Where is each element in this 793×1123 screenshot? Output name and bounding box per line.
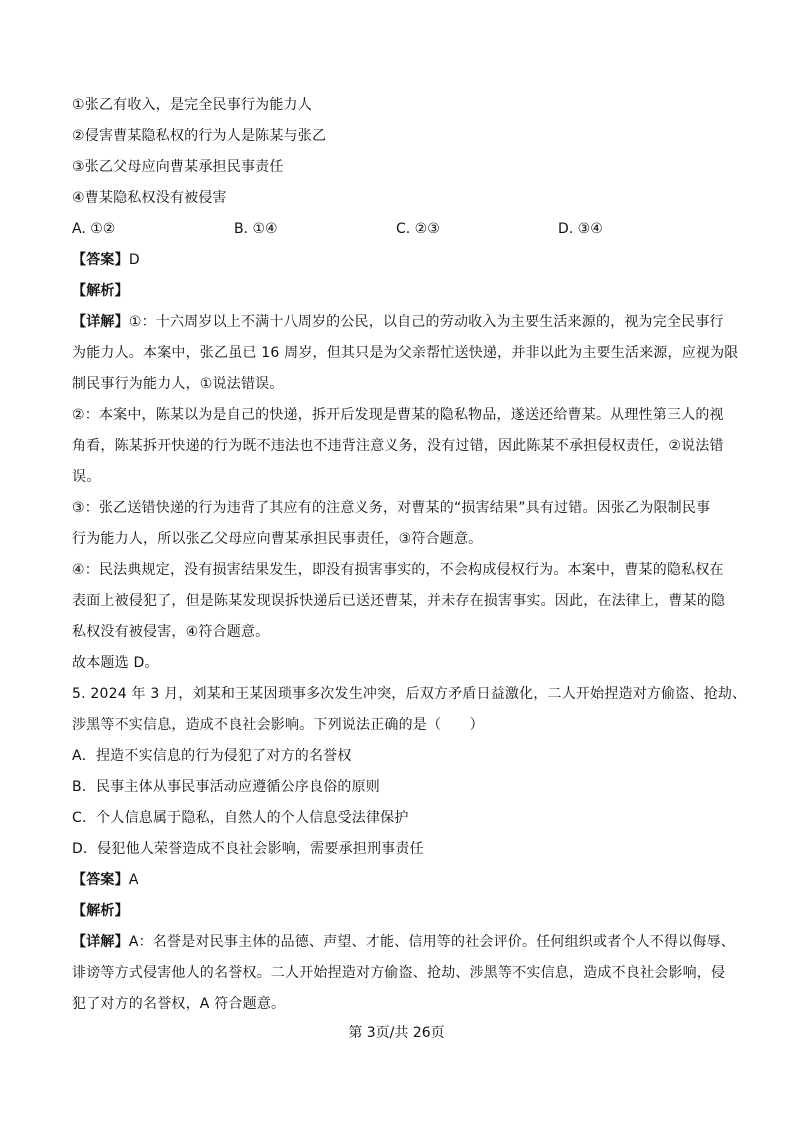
q5-detail-line-1	[72, 932, 735, 952]
q5-stem-line-1: 5. 2024 年 3 月，刘某和王某因琐事多次发生冲突，后双方矛盾日益激化，二人开始捏造对方偷盗、抢劫、	[72, 686, 747, 702]
detail-tag: 【详解】	[72, 934, 129, 950]
q5-detail-line-3: 犯了对方的名誉权，A 符合题意。	[72, 996, 286, 1012]
answer-tag: 【答案】	[72, 252, 129, 268]
q4-detail-line-10: 表面上被侵犯了，但是陈某发现误拆快递后已送还曹某，并未存在损害事实。因此，在法律上，曹某的隐	[72, 593, 726, 609]
q4-option-d: D. ③④	[558, 221, 603, 237]
answer-tag: 【答案】	[72, 872, 129, 888]
detail-text: ①：十六周岁以上不满十八周岁的公民，以自己的劳动收入为主要生活来源的，视为完全民事行	[128, 314, 724, 330]
q4-option-a: A. ①②	[72, 221, 116, 237]
q4-detail-line-5: 角看，陈某拆开快递的行为既不违法也不违背注意义务，没有过错，因此陈某不承担侵权责任，②说法错	[72, 438, 724, 454]
q5-analysis-tag: 【解析】	[72, 903, 129, 919]
q4-statement-3: ③张乙父母应向曹某承担民事责任	[72, 159, 284, 175]
q4-detail-line-4: ②：本案中，陈某以为是自己的快递，拆开后发现是曹某的隐私物品，遂送还给曹某。从理性第三人的视	[72, 407, 724, 423]
q4-detail-line-7: ③：张乙送错快递的行为违背了其应有的注意义务，对曹某的“损害结果”具有过错。因张乙为限制民事	[72, 500, 711, 516]
detail-tag: 【详解】	[72, 314, 129, 330]
q5-option-b: B．民事主体从事民事活动应遵循公序良俗的原则	[72, 779, 381, 795]
q4-statement-2: ②侵害曹某隐私权的行为人是陈某与张乙	[72, 128, 327, 144]
q4-conclusion: 故本题选 D。	[72, 655, 159, 671]
answer-value: D	[128, 252, 140, 268]
q5-option-c: C．个人信息属于隐私，自然人的个人信息受法律保护	[72, 810, 409, 826]
q5-detail-line-2: 诽谤等方式侵害他人的名誉权。二人开始捏造对方偷盗、抢劫、涉黑等不实信息，造成不良社会影响，侵	[72, 965, 726, 981]
q4-statement-1: ①张乙有收入，是完全民事行为能力人	[72, 97, 312, 113]
q5-option-d: D．侵犯他人荣誉造成不良社会影响，需要承担刑事责任	[72, 841, 424, 857]
q4-statement-4: ④曹某隐私权没有被侵害	[72, 190, 227, 206]
q4-detail-line-11: 私权没有被侵害，④符合题意。	[72, 624, 270, 640]
q4-detail-line-9: ④：民法典规定，没有损害结果发生，即没有损害事实的，不会构成侵权行为。本案中，曹某的隐私权在	[72, 562, 724, 578]
q4-analysis-tag: 【解析】	[72, 283, 129, 299]
detail-text: A：名誉是对民事主体的品德、声望、才能、信用等的社会评价。任何组织或者个人不得以侮辱、	[128, 934, 735, 950]
page-footer: 第 3页/共 26页	[348, 1025, 445, 1041]
q4-detail-line-6: 误。	[72, 469, 101, 485]
q4-options	[72, 219, 722, 239]
q4-option-c: C. ②③	[396, 221, 440, 237]
q5-answer	[72, 870, 722, 890]
q5-option-a: A．捏造不实信息的行为侵犯了对方的名誉权	[72, 748, 352, 764]
q5-stem-line-2: 涉黑等不实信息，造成不良社会影响。下列说法正确的是（ ）	[72, 717, 484, 733]
q4-option-b: B. ①④	[234, 221, 278, 237]
q4-detail-line-1	[72, 312, 722, 332]
answer-value: A	[128, 872, 139, 888]
q4-detail-line-2: 为能力人。本案中，张乙虽已 16 周岁，但其只是为父亲帮忙送快递，并非以此为主要生活来源，应视为限	[72, 345, 739, 361]
q4-detail-line-8: 行为能力人，所以张乙父母应向曹某承担民事责任，③符合题意。	[72, 531, 483, 547]
q4-detail-line-3: 制民事行为能力人，①说法错误。	[72, 376, 284, 392]
q4-answer	[72, 250, 722, 270]
